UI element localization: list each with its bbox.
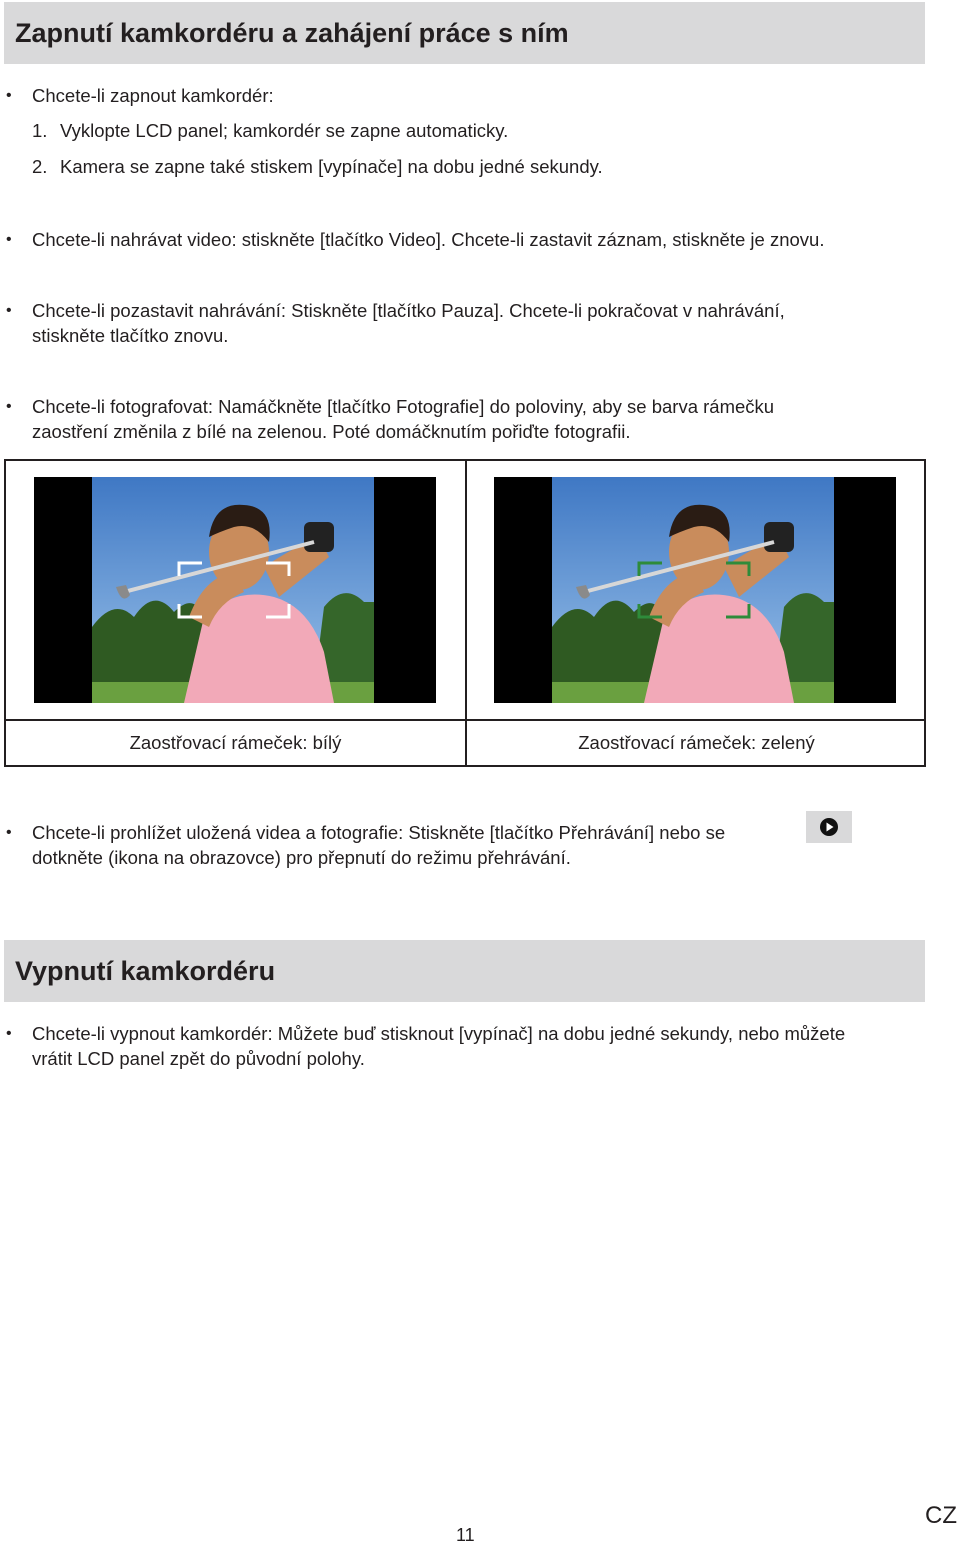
section-title-text: Zapnutí kamkordéru a zahájení práce s ním (15, 17, 569, 48)
step-1 (32, 119, 508, 143)
play-icon[interactable] (806, 811, 852, 843)
bullet-text-line1: Chcete-li fotografovat: Namáčkněte [tlačítko Fotografie] do poloviny, aby se barva rámečku (32, 396, 775, 417)
bullet-dot: • (6, 824, 12, 841)
section-title-power-on (4, 2, 925, 64)
caption-white-frame: Zaostřovací rámeček: bílý (129, 732, 342, 753)
bullet-text-line1: Chcete-li prohlížet uložená videa a fotografie: Stiskněte [tlačítko Přehrávání] nebo se (32, 822, 726, 843)
section-title-text: Vypnutí kamkordéru (15, 955, 276, 986)
bullet-dot: • (6, 398, 12, 415)
bullet-text-line2: zaostření změnila z bílé na zelenou. Poté domáčknutím pořiďte fotografii. (32, 421, 631, 442)
bullet-text: Chcete-li zapnout kamkordér: (32, 85, 274, 106)
bullet-dot: • (6, 87, 12, 104)
step-number: 2. (32, 156, 48, 177)
section-title-power-off (4, 940, 925, 1002)
bullet-text: Chcete-li nahrávat video: stiskněte [tlačítko Video]. Chcete-li zastavit záznam, stiskněte je znovu. (32, 229, 825, 250)
focus-frame-figure (4, 459, 926, 767)
play-glyph (818, 816, 840, 838)
step-2 (32, 155, 603, 179)
bullet-text-line2: stiskněte tlačítko znovu. (32, 325, 229, 346)
bullet-dot: • (6, 231, 12, 248)
step-text: Kamera se zapne také stiskem [vypínače] na dobu jedné sekundy. (60, 156, 603, 177)
bullet-text-line1: Chcete-li pozastavit nahrávání: Stiskněte [tlačítko Pauza]. Chcete-li pokračovat v nahrávání, (32, 300, 785, 321)
golfer-photo (34, 477, 436, 703)
caption-green-frame: Zaostřovací rámeček: zelený (578, 732, 815, 753)
bullet-text-line2: vrátit LCD panel zpět do původní polohy. (32, 1048, 365, 1069)
photo-white-frame (34, 477, 436, 703)
page-number: 11 (456, 1525, 475, 1545)
bullet-dot: • (6, 1025, 12, 1042)
step-text: Vyklopte LCD panel; kamkordér se zapne automaticky. (60, 120, 509, 141)
step-number: 1. (32, 120, 48, 141)
bullet-dot: • (6, 302, 12, 319)
bullet-text-line1: Chcete-li vypnout kamkordér: Můžete buď stisknout [vypínač] na dobu jedné sekundy, nebo můžete (32, 1023, 846, 1044)
photo-green-frame (494, 477, 896, 703)
language-code: CZ (925, 1502, 957, 1529)
golfer-photo (494, 477, 896, 703)
bullet-text-line2: dotkněte (ikona na obrazovce) pro přepnutí do režimu přehrávání. (32, 847, 571, 868)
